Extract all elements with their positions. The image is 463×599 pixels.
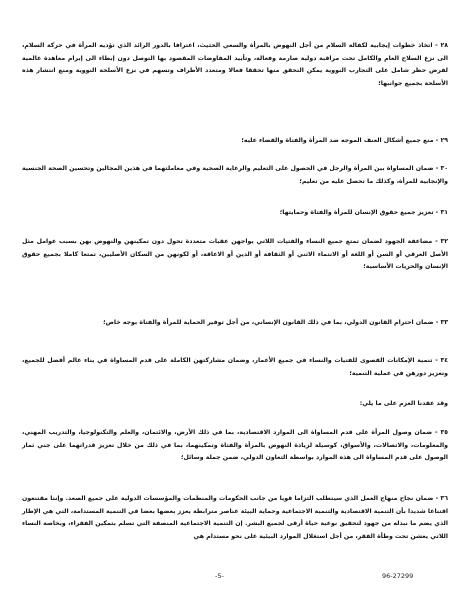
paragraph-number: ٣١ - bbox=[435, 209, 448, 216]
page-number: -5- bbox=[215, 572, 224, 580]
paragraph-number: ٣٥ - bbox=[435, 429, 448, 436]
paragraph-text: ضمان نجاح منهاج العمل الذي سيتطلب التزاما قويا من جانب الحكومات والمنظمات والمؤسسات الدولية على جميع الصعد. وإننا مقتنعون اقتناعا شديدا بأن التنمية الاقتصادية والتنمية الاجتماعية وحماية البيئة عناصر مترابطة يعزز بعضها بعضا في التنمية المستدامة، التي هي الإطار الذي يضم ما نبذله من جهود لتحقيق نوعية حياة أرقى لجميع البشر. إن التنمية الاجتماعية المنصفة التي تسلم بتمكين الفقراء، وبخاصة النساء اللاتي يعشن تحت وطأة الفقر، من أجل استغلال الموارد البيئية على نحو مستدام هي bbox=[22, 495, 448, 540]
document-number: 96-27299 bbox=[382, 572, 414, 580]
paragraph-28 bbox=[22, 40, 448, 90]
paragraph-number: ٣٦ - bbox=[435, 495, 448, 502]
paragraph-number: ٢٩ - bbox=[435, 137, 448, 144]
paragraph-33 bbox=[22, 317, 448, 330]
paragraph-text: ضمان وصول المرأة على قدم المساواة الى الموارد الاقتصادية، بما في ذلك الأرض، والائتمان، والعلم والتكنولوجيا، والتدريب المهني، والمعلومات، والاتصالات، والأسواق، كوسيلة لزيادة النهوض بالمرأة والفتاة وتمكينهما، بما في ذلك من خلال تعزيز قدراتهما على جني ثمار الوصول على قدم المساواة الى هذه الموارد بواسطة التعاون الدولي، ضمن جملة وسائل؛ bbox=[22, 429, 448, 462]
paragraph-number: ٣٤ - bbox=[435, 357, 448, 364]
paragraph-32 bbox=[22, 236, 448, 274]
lead-in-text: وقد عقدنا العزم على ما يلي: bbox=[359, 400, 448, 407]
paragraph-text: ضمان احترام القانون الدولي، بما في ذلك القانون الإنساني، من أجل توفير الحماية للمرأة والفتاة بوجه خاص؛ bbox=[103, 319, 434, 326]
paragraph-text: تعزيز جميع حقوق الإنسان للمرأة والفتاة وحمايتها؛ bbox=[279, 209, 434, 216]
paragraph-number: ٣٣ - bbox=[435, 319, 448, 326]
paragraph-text: تنمية الإمكانات القصوى للفتيات والنساء في جميع الأعمار، وضمان مشاركتهن الكاملة على قدم المساواة في بناء عالم أفضل للجميع، وتعزيز دورهن في عملية التنمية؛ bbox=[22, 357, 448, 377]
paragraph-number: ٢٨ - bbox=[435, 42, 448, 49]
lead-in-sentence bbox=[22, 398, 463, 411]
paragraph-34 bbox=[22, 355, 448, 380]
paragraph-31 bbox=[22, 207, 448, 220]
paragraph-text: منع جميع أشكال العنف الموجه ضد المرأة والفتاة والقضاء عليه؛ bbox=[241, 137, 434, 144]
paragraph-30 bbox=[22, 163, 448, 188]
paragraph-text: اتخاذ خطوات إيجابية لكفالة السلام من أجل النهوض بالمرأة والسعي الحثيث، اعترافا بالدور الرائد الذي تؤديه المرأة في حركة السلام، الى نزع السلاح العام والكامل تحت مراقبة دولية صارمة وفعالة، وتأييد المفاوضات المقصود بها التوصل دون إبطاء الى إبرام معاهدة عالمية لفرض حظر شامل على التجارب النووية يمكن التحقق منها تحققا فعالا ومتعدد الأطراف وتسهم في نزع الأسلحة النووية ومنع انتشار هذه الأسلحة بجميع جوانبها؛ bbox=[22, 42, 448, 87]
paragraph-36 bbox=[22, 493, 448, 543]
paragraph-35 bbox=[22, 427, 448, 465]
paragraph-text: مضاعفة الجهود لضمان تمتع جميع النساء والفتيات اللاتي يواجهن عقبات متعددة تحول دون تمكينهن والنهوض بهن بسبب عوامل مثل الأصل العرقي أو السن أو اللغة أو الانتماء الاثني أو الثقافة أو الدين أو الاعاقة، أو لكونهن من السكان الأصليين، تمتعا كاملا بجميع حقوق الإنسان والحريات الأساسية؛ bbox=[22, 238, 448, 271]
paragraph-text: ضمان المساواة بين المرأة والرجل في الحصول على التعليم والرعاية الصحية وفي معاملتهما في هذين المجالين وتحسين الصحة الجنسية والإنجابية للمرأة، وكذلك ما تحصل عليه من تعليم؛ bbox=[22, 165, 448, 185]
paragraph-number: ٣٢ - bbox=[435, 238, 448, 245]
paragraph-29 bbox=[22, 135, 448, 148]
paragraph-number: ٣٠ - bbox=[435, 165, 449, 172]
